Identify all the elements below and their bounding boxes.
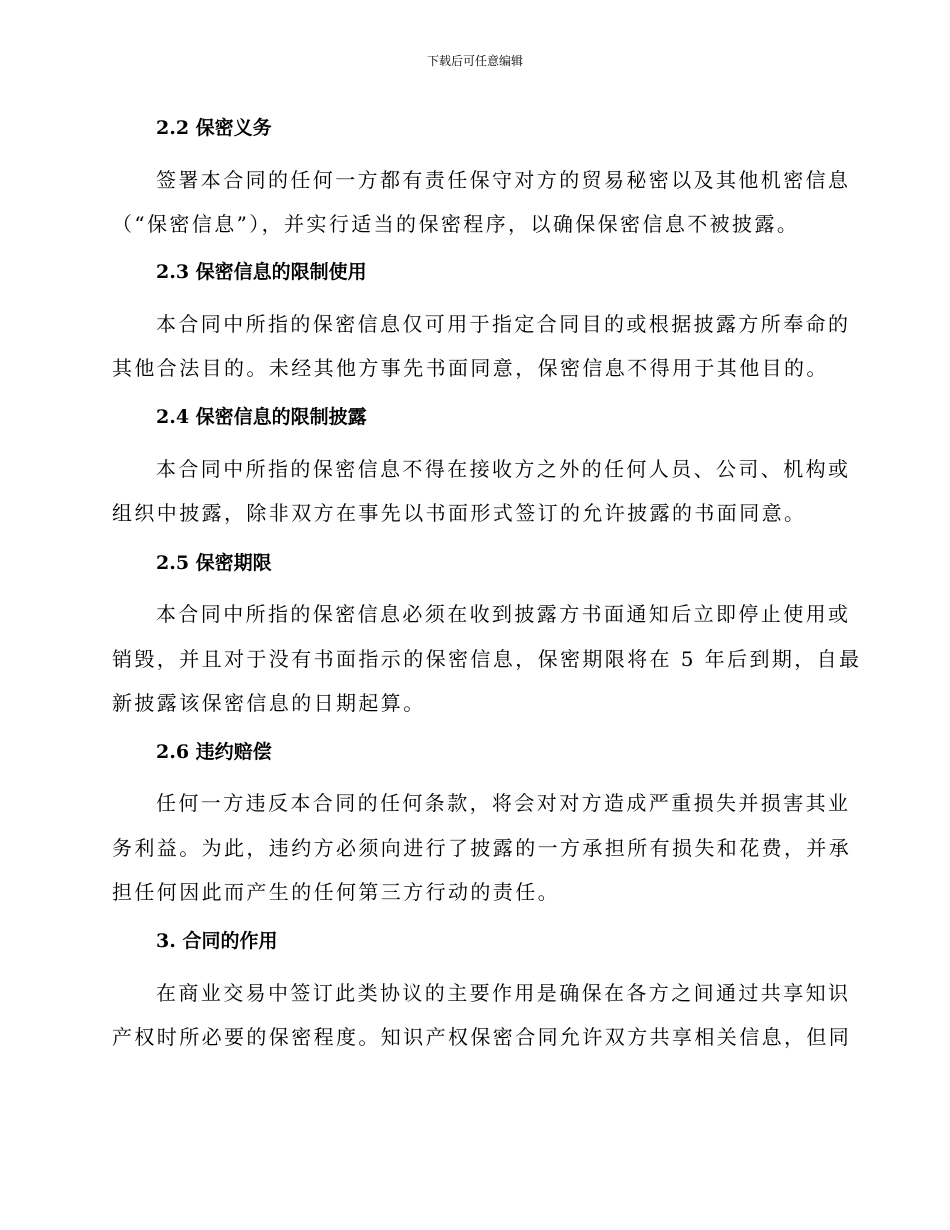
paragraph-line: 任何一方违反本合同的任何条款，将会对对方造成严重损失并损害其业 [156, 791, 851, 815]
paragraph-line: 本合同中所指的保密信息仅可用于指定合同目的或根据披露方所奉命的 [156, 312, 851, 336]
paragraph-line: 销毁，并且对于没有书面指示的保密信息，保密期限将在 5 年后到期，自最 [112, 647, 862, 671]
section-heading-2-4: 2.4 保密信息的限制披露 [156, 406, 367, 428]
paragraph-line: 新披露该保密信息的日期起算。 [112, 691, 426, 715]
paragraph-line: 本合同中所指的保密信息不得在接收方之外的任何人员、公司、机构或 [156, 457, 851, 481]
paragraph-line: （“保密信息”），并实行适当的保密程序，以确保保密信息不被披露。 [112, 212, 800, 236]
paragraph-line: 本合同中所指的保密信息必须在收到披露方书面通知后立即停止使用或 [156, 602, 851, 626]
paragraph-line: 签署本合同的任何一方都有责任保守对方的贸易秘密以及其他机密信息 [156, 168, 851, 192]
paragraph-line: 务利益。为此，违约方必须向进行了披露的一方承担所有损失和花费，并承 [112, 836, 852, 860]
paragraph-line: 产权时所必要的保密程度。知识产权保密合同允许双方共享相关信息，但同 [112, 1025, 852, 1049]
section-heading-2-2: 2.2 保密义务 [156, 117, 272, 139]
section-heading-3: 3. 合同的作用 [156, 930, 278, 952]
section-heading-2-6: 2.6 违约赔偿 [156, 741, 272, 763]
paragraph-line: 担任何因此而产生的任何第三方行动的责任。 [112, 880, 560, 904]
section-heading-2-5: 2.5 保密期限 [156, 552, 272, 574]
paragraph-line: 在商业交易中签订此类协议的主要作用是确保在各方之间通过共享知识 [156, 981, 851, 1005]
paragraph-line: 其他合法目的。未经其他方事先书面同意，保密信息不得用于其他目的。 [112, 356, 829, 380]
page-header: 下载后可任意编辑 [426, 54, 523, 68]
paragraph-line: 组织中披露，除非双方在事先以书面形式签订的允许披露的书面同意。 [112, 501, 807, 525]
section-heading-2-3: 2.3 保密信息的限制使用 [156, 261, 367, 283]
